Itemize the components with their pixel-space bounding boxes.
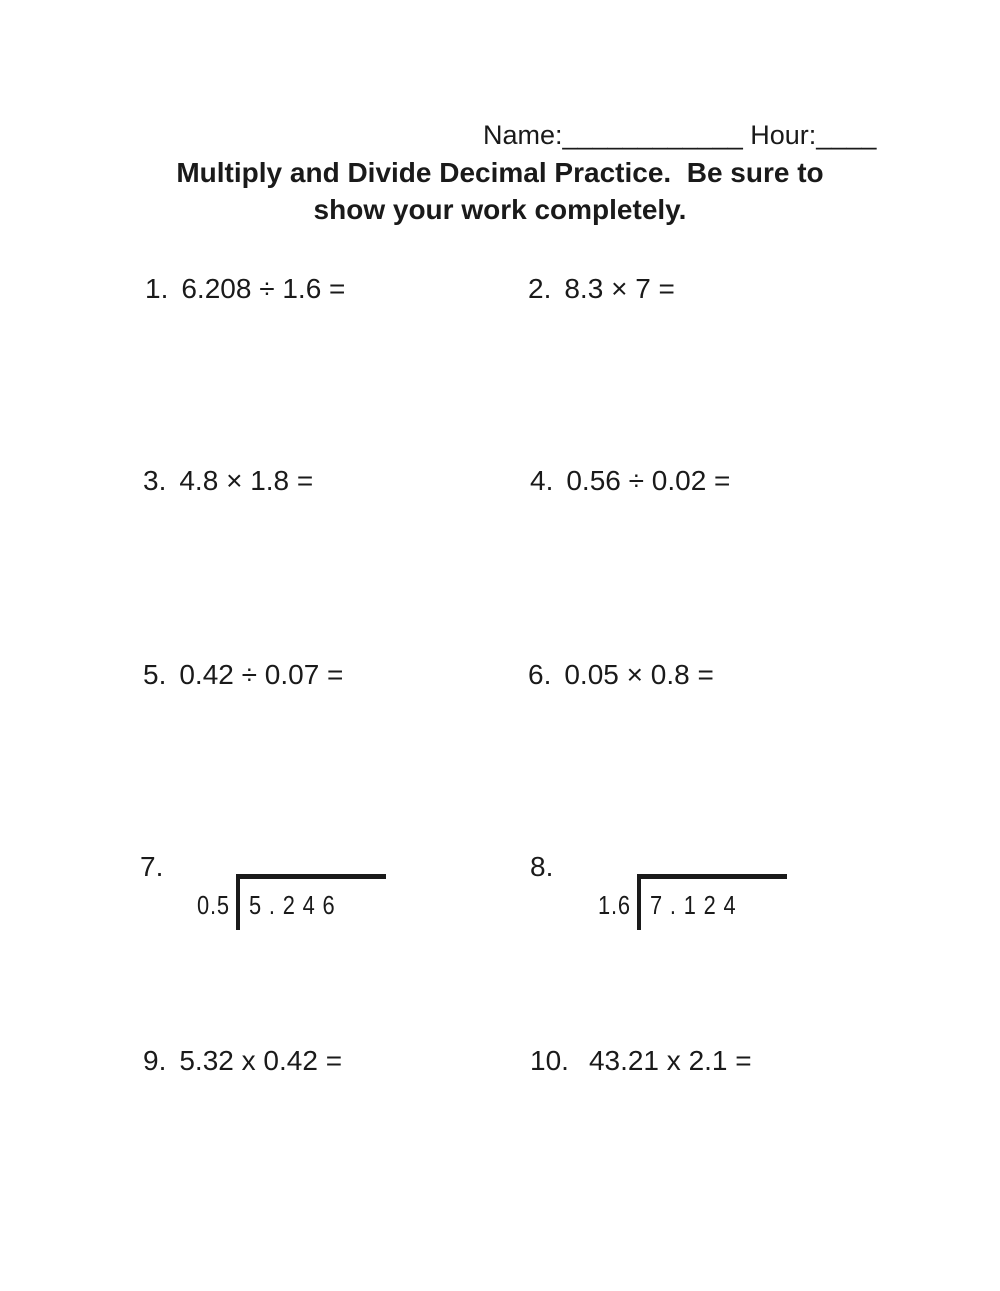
problem-7-division-bracket [236, 874, 386, 930]
problem-8-dividend-value: 7 . 1 2 4 [650, 890, 737, 920]
problem-2-number: 2. [528, 273, 552, 304]
hour-blank-line: ____ [816, 120, 877, 150]
worksheet-title-line1: Multiply and Divide Decimal Practice. Be sure to [176, 157, 824, 188]
problem-5 [143, 658, 343, 692]
problem-6-expression: 0.05 × 0.8 = [564, 659, 714, 690]
problem-7-number: 7. [140, 851, 164, 882]
problem-9-expression: 5.32 x 0.42 = [179, 1045, 343, 1076]
problem-9 [143, 1044, 342, 1078]
problem-7 [140, 850, 163, 884]
problem-8 [530, 850, 553, 884]
name-hour-line [483, 118, 876, 152]
name-blank-line: ____________ [562, 120, 743, 150]
problem-4-number: 4. [530, 465, 554, 496]
problem-7-dividend-value: 5 . 2 4 6 [249, 890, 336, 920]
problem-7-divisor-value: 0.5 [197, 890, 230, 920]
problem-4-expression: 0.56 ÷ 0.02 = [566, 465, 731, 496]
worksheet-title [0, 154, 1000, 228]
problem-8-number: 8. [530, 851, 554, 882]
hour-label: Hour: [750, 120, 817, 150]
problem-2-expression: 8.3 × 7 = [564, 273, 675, 304]
problem-6-number: 6. [528, 659, 552, 690]
problem-8-divisor-value: 1.6 [598, 890, 631, 920]
problem-3-number: 3. [143, 465, 167, 496]
problem-1 [145, 272, 345, 306]
problem-5-expression: 0.42 ÷ 0.07 = [179, 659, 344, 690]
problem-4 [530, 464, 730, 498]
problem-3 [143, 464, 313, 498]
problem-6 [528, 658, 714, 692]
problem-1-number: 1. [145, 273, 169, 304]
problem-7-divisor [197, 890, 236, 920]
problem-10-expression: 43.21 x 2.1 = [588, 1045, 752, 1076]
problem-8-long-division [598, 874, 787, 930]
problem-8-division-bracket [637, 874, 787, 930]
problem-10 [530, 1044, 752, 1078]
problem-8-divisor [598, 890, 637, 920]
problem-2 [528, 272, 675, 306]
name-label: Name: [483, 120, 563, 150]
problem-3-expression: 4.8 × 1.8 = [179, 465, 314, 496]
problem-10-number: 10. [530, 1045, 569, 1076]
problem-1-expression: 6.208 ÷ 1.6 = [181, 273, 346, 304]
problem-5-number: 5. [143, 659, 167, 690]
problem-9-number: 9. [143, 1045, 167, 1076]
worksheet-title-line2: show your work completely. [313, 194, 687, 225]
problem-7-long-division [197, 874, 386, 930]
